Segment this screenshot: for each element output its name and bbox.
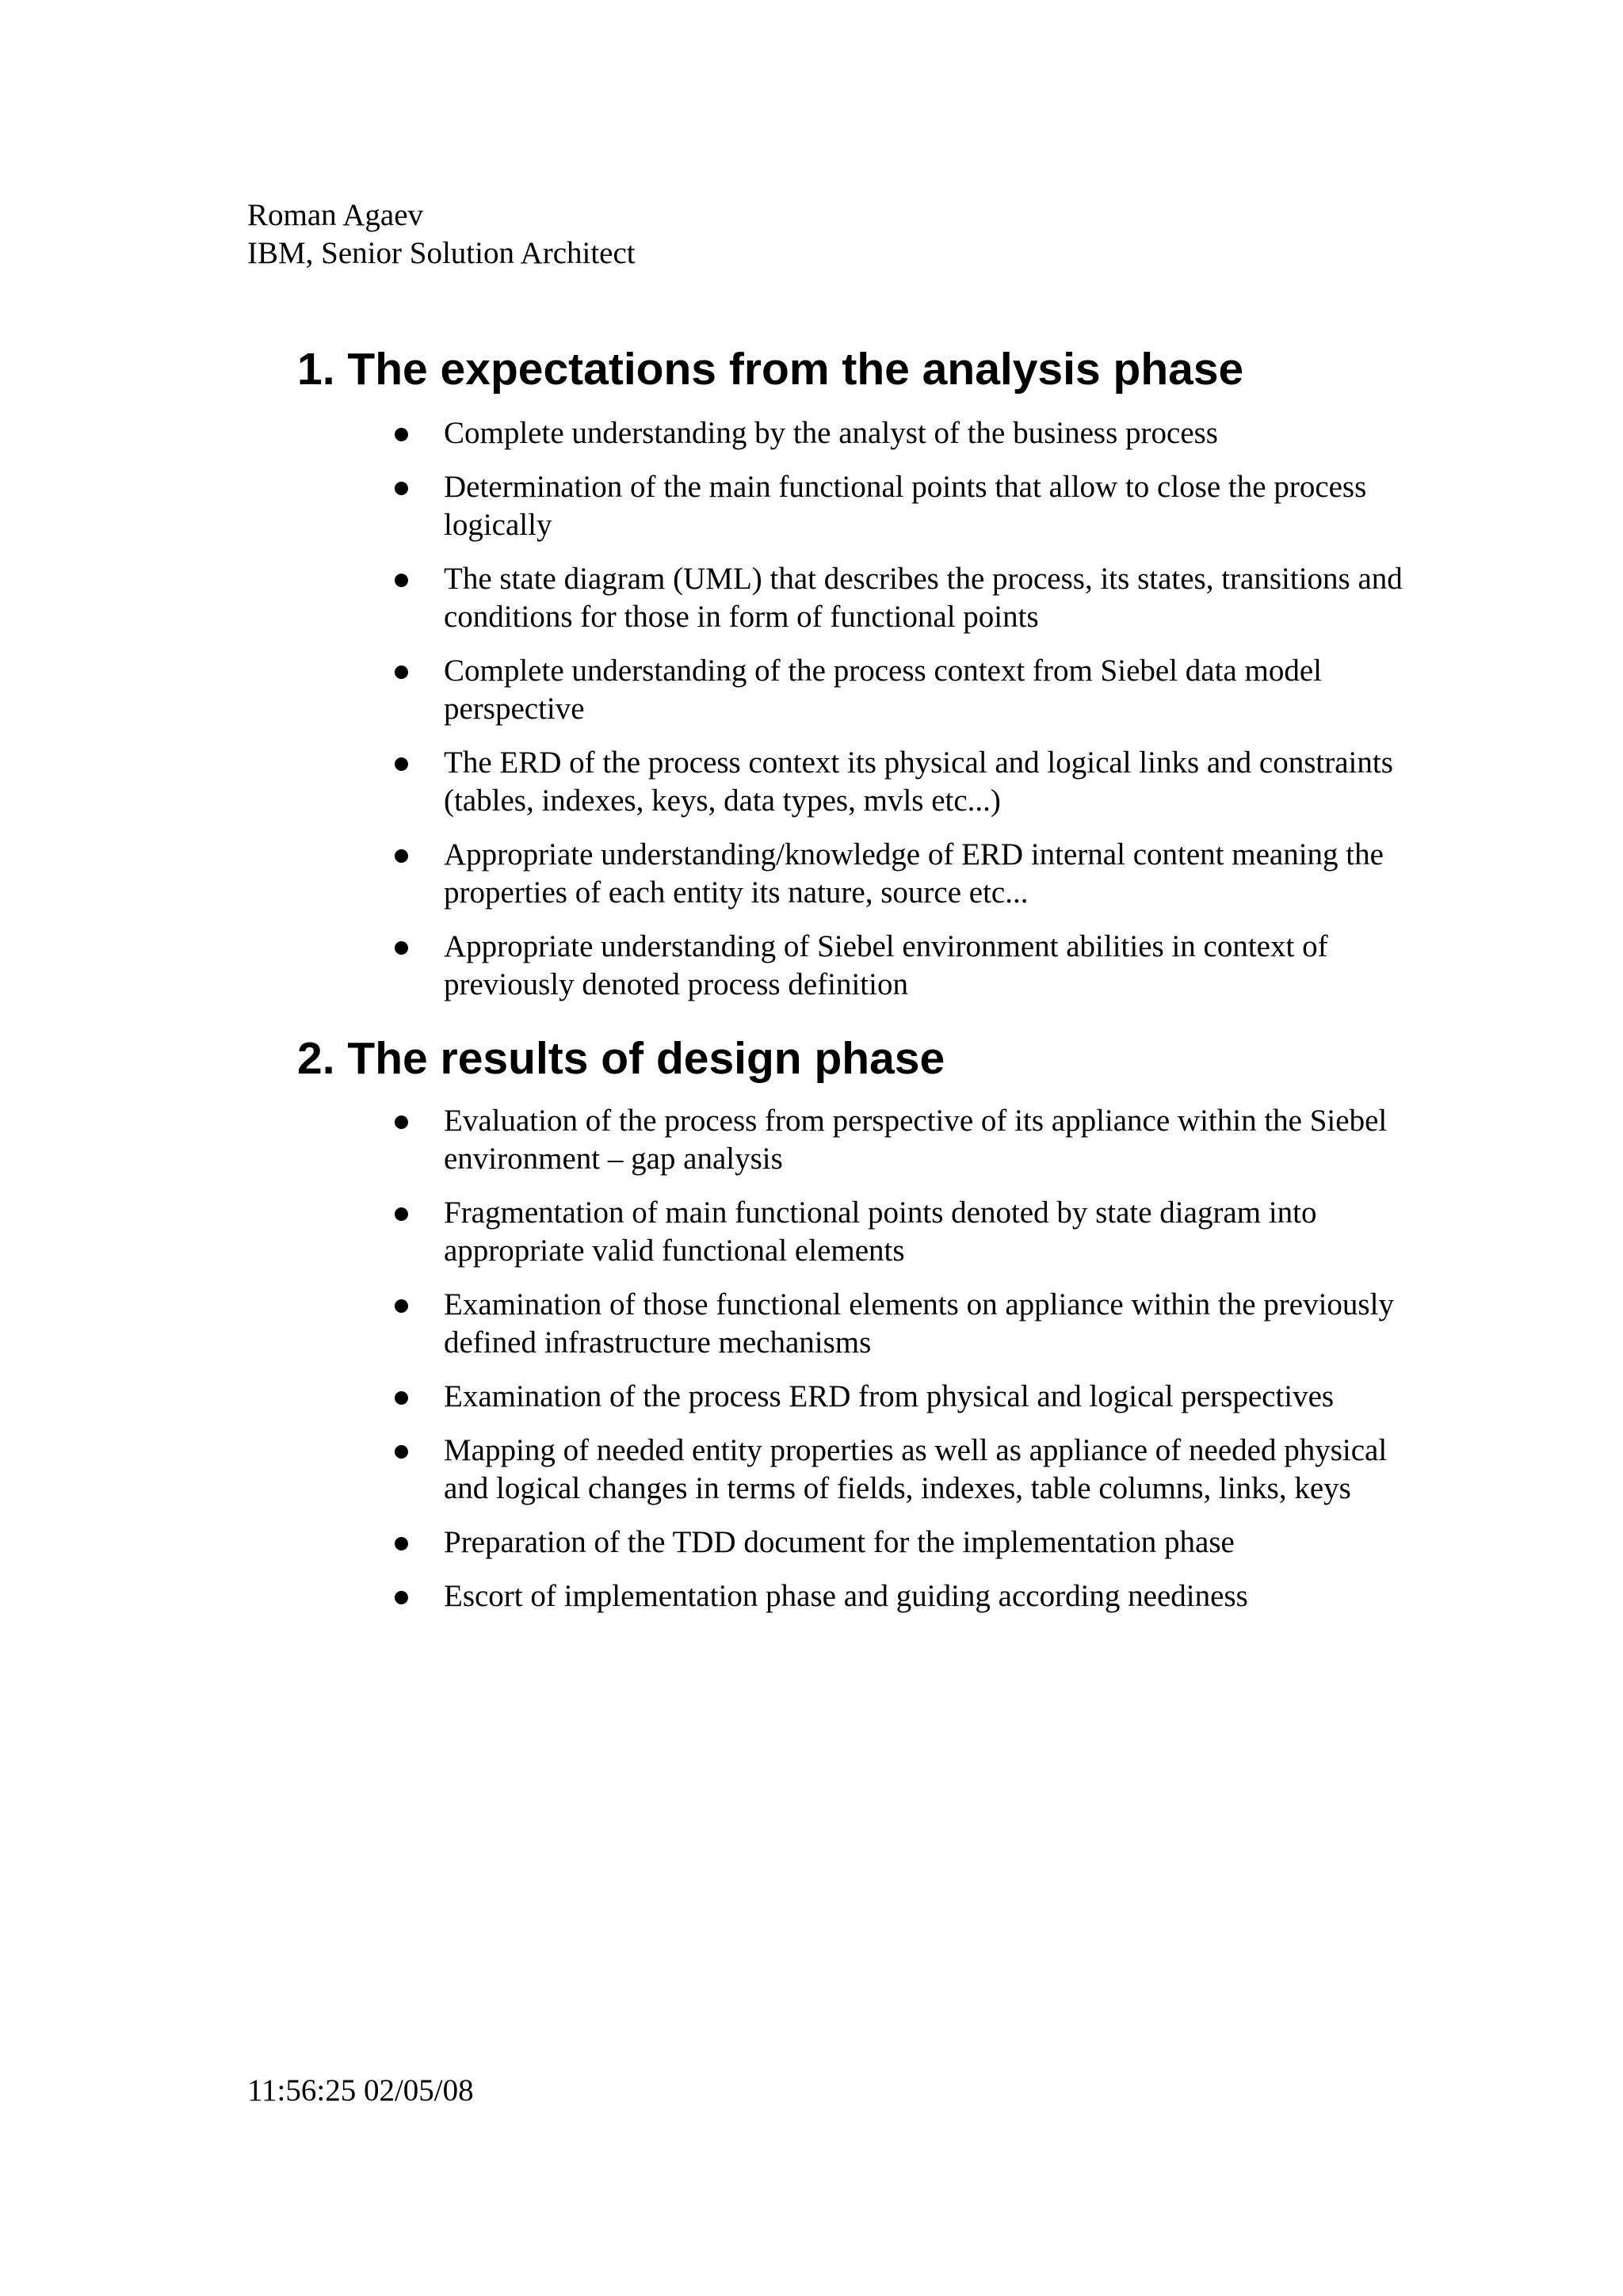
- bullet-icon: [395, 428, 408, 441]
- list-item: [395, 414, 1409, 452]
- list-item: [395, 1194, 1409, 1270]
- list-item-text: Preparation of the TDD document for the implementation phase: [444, 1525, 1235, 1559]
- list-item-text: Appropriate understanding of Siebel environment abilities in context of previously denoted process definition: [444, 929, 1328, 1001]
- bullet-icon: [395, 666, 408, 679]
- list-item-text: Determination of the main functional points that allow to close the process logically: [444, 470, 1367, 542]
- bullet-icon: [395, 1445, 408, 1459]
- list-item: [395, 1524, 1409, 1562]
- list-item-text: Complete understanding by the analyst of the business process: [444, 416, 1218, 450]
- list-item-text: The ERD of the process context its physical and logical links and constraints (tables, indexes, keys, data types, mvls etc...): [444, 746, 1393, 818]
- analysis-expectations-list: [395, 414, 1409, 1020]
- list-item: [395, 560, 1409, 636]
- bullet-icon: [395, 574, 408, 587]
- list-item-text: Complete understanding of the process context from Siebel data model perspective: [444, 654, 1322, 726]
- list-item-text: Escort of implementation phase and guiding according neediness: [444, 1579, 1248, 1613]
- list-item-text: Examination of the process ERD from physical and logical perspectives: [444, 1379, 1335, 1413]
- list-item: [395, 928, 1409, 1004]
- design-results-list: [395, 1102, 1409, 1631]
- list-item-text: Mapping of needed entity properties as well as appliance of needed physical and logical changes in terms of fields, indexes, table columns, links, keys: [444, 1433, 1388, 1505]
- list-item: [395, 1577, 1409, 1615]
- list-item: [395, 1432, 1409, 1508]
- author-name: Roman Agaev: [247, 198, 424, 232]
- author-title: IBM, Senior Solution Architect: [247, 236, 636, 270]
- section-heading-design: 2. The results of design phase: [297, 1033, 945, 1084]
- section-heading-analysis: 1. The expectations from the analysis phase: [297, 344, 1244, 395]
- list-item: [395, 744, 1409, 820]
- footer-timestamp: 11:56:25 02/05/08: [247, 2073, 474, 2107]
- list-item-text: Evaluation of the process from perspective of its appliance within the Siebel environment – gap analysis: [444, 1104, 1388, 1176]
- list-item: [395, 652, 1409, 728]
- list-item-text: Fragmentation of main functional points denoted by state diagram into appropriate valid functional elements: [444, 1196, 1317, 1268]
- bullet-icon: [395, 482, 408, 495]
- bullet-icon: [395, 849, 408, 863]
- list-item: [395, 836, 1409, 912]
- list-item-text: Appropriate understanding/knowledge of ERD internal content meaning the properties of each entity its nature, source etc...: [444, 837, 1384, 910]
- list-item-text: The state diagram (UML) that describes the process, its states, transitions and conditions for those in form of functional points: [444, 562, 1403, 634]
- bullet-icon: [395, 1391, 408, 1405]
- list-item-text: Examination of those functional elements on appliance within the previously defined infrastructure mechanisms: [444, 1287, 1394, 1360]
- bullet-icon: [395, 1537, 408, 1550]
- list-item: [395, 1102, 1409, 1178]
- bullet-icon: [395, 1591, 408, 1604]
- list-item: [395, 1378, 1409, 1416]
- bullet-icon: [395, 1299, 408, 1313]
- bullet-icon: [395, 757, 408, 771]
- list-item: [395, 468, 1409, 544]
- author-block: [247, 196, 636, 273]
- bullet-icon: [395, 1116, 408, 1129]
- bullet-icon: [395, 1207, 408, 1221]
- bullet-icon: [395, 941, 408, 955]
- list-item: [395, 1286, 1409, 1362]
